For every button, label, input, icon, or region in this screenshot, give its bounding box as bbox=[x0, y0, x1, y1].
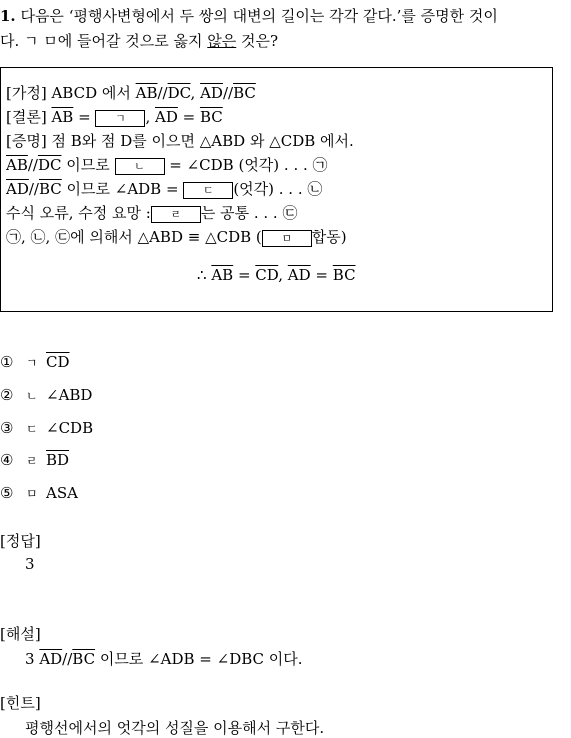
choice-mark: ① bbox=[0, 353, 14, 371]
segment-ab: $\overline{AB}$ bbox=[6, 156, 28, 174]
choice-letter: ㄷ bbox=[26, 422, 38, 436]
question-text-1: 다음은 ‘평행사변형에서 두 쌍의 대변의 길이는 각각 같다.’를 증명한 것이 bbox=[20, 7, 498, 25]
proof-intro: 점 B와 점 D를 이으면 △ABD 와 △CDB 에서. bbox=[46, 132, 354, 150]
choice-3[interactable] bbox=[0, 419, 93, 437]
conclusion-label: [결론] bbox=[6, 108, 47, 126]
choice-4[interactable] bbox=[0, 451, 69, 469]
segment-bc: $\overline{BC}$ bbox=[199, 108, 223, 126]
segment-ad: $\overline{AD}$ bbox=[6, 180, 29, 198]
proof-line bbox=[6, 130, 354, 151]
equals-sign: = bbox=[73, 108, 96, 126]
step-1-after: = ∠CDB (엇각) . . . ㉠ bbox=[164, 156, 328, 174]
segment-ad: $\overline{AD}$ bbox=[39, 650, 63, 668]
choice-answer: $\overline{CD}$ bbox=[46, 353, 70, 371]
choice-answer: ASA bbox=[46, 484, 78, 502]
equals-sign: = bbox=[177, 108, 200, 126]
explanation-num: 3 bbox=[25, 650, 40, 668]
question-text-2-end: 것은? bbox=[236, 32, 279, 50]
choice-mark: ⑤ bbox=[0, 484, 14, 502]
choice-mark: ② bbox=[0, 386, 14, 404]
hypothesis-line bbox=[6, 82, 256, 103]
blank-box-5: ㅁ bbox=[262, 230, 312, 247]
choice-2[interactable] bbox=[0, 386, 92, 404]
step-3-prefix: 수식 오류, 수정 요망 : bbox=[6, 204, 151, 222]
hint-text: 평행선에서의 엇각의 성질을 이용해서 구한다. bbox=[25, 719, 325, 737]
question-line-1 bbox=[0, 5, 498, 26]
segment-ad: $\overline{AD}$ bbox=[200, 84, 223, 102]
step-3 bbox=[6, 202, 297, 223]
step-2-after: (엇각) . . . ㉡ bbox=[233, 180, 323, 198]
choice-5[interactable] bbox=[0, 484, 78, 502]
step-4-after: 합동) bbox=[311, 228, 347, 246]
segment-bc: $\overline{BC}$ bbox=[332, 266, 356, 284]
hypothesis-label: [가정] bbox=[6, 84, 47, 102]
hint-label: [힌트] bbox=[0, 694, 41, 712]
comma: , bbox=[190, 84, 201, 102]
segment-dc: $\overline{DC}$ bbox=[167, 84, 191, 102]
explanation-rest: 이므로 ∠ADB = ∠DBC 이다. bbox=[95, 650, 303, 668]
equals-sign: = bbox=[233, 266, 256, 284]
answer-label: [정답] bbox=[0, 532, 41, 550]
choice-letter: ㄹ bbox=[26, 454, 38, 468]
comma: , bbox=[278, 266, 288, 284]
choice-letter: ㄱ bbox=[26, 356, 38, 370]
segment-bc: $\overline{BC}$ bbox=[38, 180, 62, 198]
blank-box-1: ㄱ bbox=[95, 110, 145, 127]
equals-sign: = bbox=[310, 266, 333, 284]
step-2-mid: 이므로 ∠ADB = bbox=[61, 180, 184, 198]
step-2 bbox=[6, 178, 322, 199]
step-4-prefix: ㉠, ㉡, ㉢에 의해서 △ABD ≡ △CDB ( bbox=[6, 228, 262, 246]
step-4 bbox=[6, 226, 347, 247]
segment-cd: $\overline{CD}$ bbox=[255, 266, 279, 284]
choice-answer: ∠CDB bbox=[46, 419, 94, 437]
segment-dc: $\overline{DC}$ bbox=[37, 156, 62, 174]
blank-box-4: ㄹ bbox=[151, 206, 201, 223]
question-text-2: 다. ㄱ ㅁ에 들어갈 것으로 옳지 bbox=[0, 32, 208, 50]
step-3-after: 는 공통 . . . ㉢ bbox=[200, 204, 298, 222]
comma: , bbox=[145, 108, 155, 126]
step-1-mid: 이므로 bbox=[61, 156, 115, 174]
segment-ab: $\overline{AB}$ bbox=[51, 108, 74, 126]
segment-ad: $\overline{AD}$ bbox=[287, 266, 311, 284]
segment-ad: $\overline{AD}$ bbox=[154, 108, 178, 126]
blank-box-3: ㄷ bbox=[183, 182, 233, 199]
explanation-text bbox=[25, 648, 303, 669]
choice-letter: ㄴ bbox=[26, 389, 38, 403]
underlined-not: 않은 bbox=[207, 32, 237, 50]
choice-1[interactable] bbox=[0, 353, 70, 371]
proof-box bbox=[0, 67, 553, 312]
parallel-sign: // bbox=[28, 180, 39, 198]
question-line-2 bbox=[0, 30, 278, 51]
explanation-label: [해설] bbox=[0, 625, 41, 643]
segment-bc: $\overline{BC}$ bbox=[233, 84, 256, 102]
choice-mark: ③ bbox=[0, 419, 14, 437]
question-number: 1. bbox=[0, 7, 16, 25]
parallel-sign: // bbox=[62, 650, 73, 668]
step-1 bbox=[6, 154, 328, 175]
blank-box-2: ㄴ bbox=[115, 158, 165, 175]
therefore-line bbox=[197, 266, 356, 284]
proof-label: [증명] bbox=[6, 132, 47, 150]
conclusion-line bbox=[6, 106, 223, 127]
therefore-sign: ∴ bbox=[197, 266, 212, 284]
parallel-sign: // bbox=[157, 84, 168, 102]
choice-mark: ④ bbox=[0, 451, 14, 469]
answer-value: 3 bbox=[25, 555, 35, 573]
choice-letter: ㅁ bbox=[26, 487, 38, 501]
parallel-sign: // bbox=[27, 156, 38, 174]
segment-bc: $\overline{BC}$ bbox=[72, 650, 96, 668]
parallel-sign: // bbox=[222, 84, 234, 102]
hypothesis-text: ABCD 에서 bbox=[46, 84, 136, 102]
choice-answer: $\overline{BD}$ bbox=[46, 451, 70, 469]
segment-ab: $\overline{AB}$ bbox=[211, 266, 234, 284]
segment-ab: $\overline{AB}$ bbox=[135, 84, 158, 102]
choice-answer: ∠ABD bbox=[46, 386, 93, 404]
